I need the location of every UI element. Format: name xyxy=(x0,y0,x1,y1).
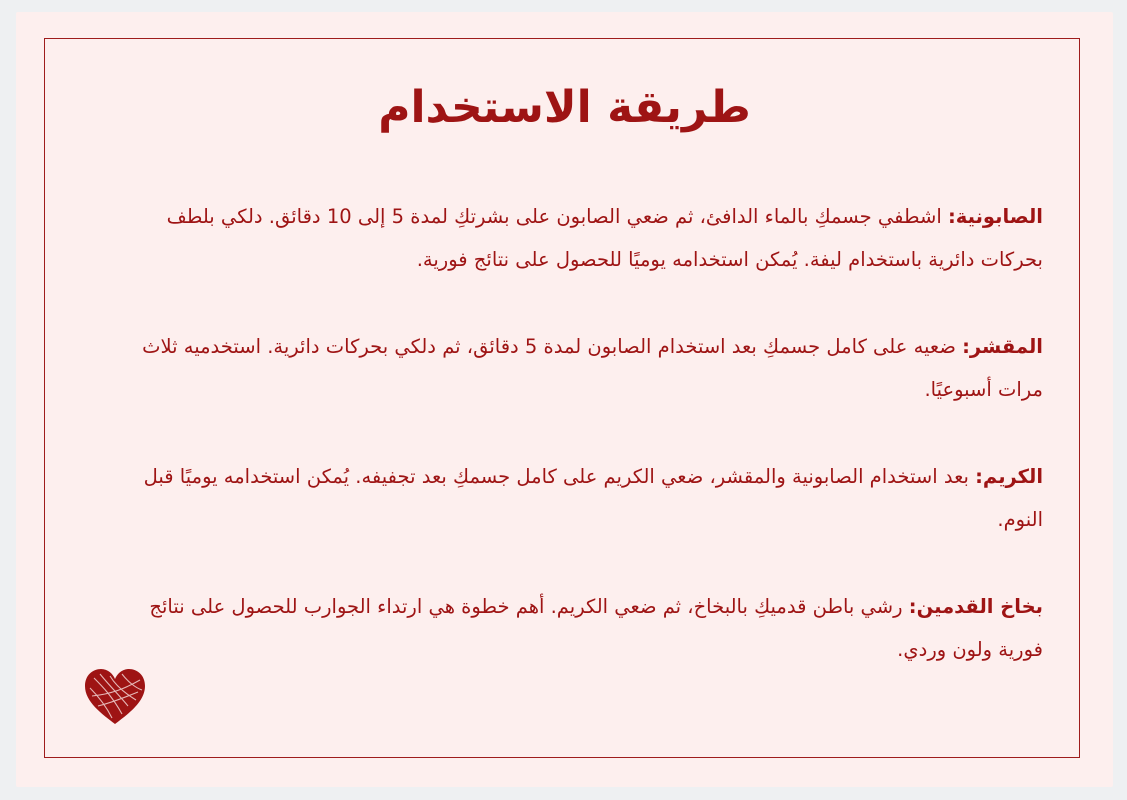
instructions-body xyxy=(108,195,1043,715)
page-title: طريقة الاستخدام xyxy=(378,82,751,133)
soap-instructions xyxy=(108,195,1043,281)
scrub-text: ضعيه على كامل جسمكِ بعد استخدام الصابون لمدة 5 دقائق، ثم دلكي بحركات دائرية. استخدميه ثلاث مرات أسبوعيًا. xyxy=(142,335,1043,401)
soap-label: الصابونية: xyxy=(948,205,1043,228)
soap-text: اشطفي جسمكِ بالماء الدافئ، ثم ضعي الصابون على بشرتكِ لمدة 5 إلى 10 دقائق. دلكي بلطف بحركات دائرية باستخدام ليفة. يُمكن استخدامه يوميًا للحصول على نتائج فورية. xyxy=(166,205,1043,271)
heart-icon xyxy=(82,666,148,728)
scrub-instructions xyxy=(108,325,1043,411)
cream-label: الكريم: xyxy=(975,465,1043,488)
cream-text: بعد استخدام الصابونية والمقشر، ضعي الكريم على كامل جسمكِ بعد تجفيفه. يُمكن استخدامه يوميًا قبل النوم. xyxy=(143,465,1043,531)
cream-instructions xyxy=(108,455,1043,541)
instructions-card xyxy=(16,12,1113,787)
foot-spray-instructions xyxy=(108,585,1043,671)
foot-spray-label: بخاخ القدمين: xyxy=(908,595,1043,618)
foot-spray-text: رشي باطن قدميكِ بالبخاخ، ثم ضعي الكريم. أهم خطوة هي ارتداء الجوارب للحصول على نتائج فورية ولون وردي. xyxy=(149,595,1043,661)
scrub-label: المقشر: xyxy=(962,335,1043,358)
